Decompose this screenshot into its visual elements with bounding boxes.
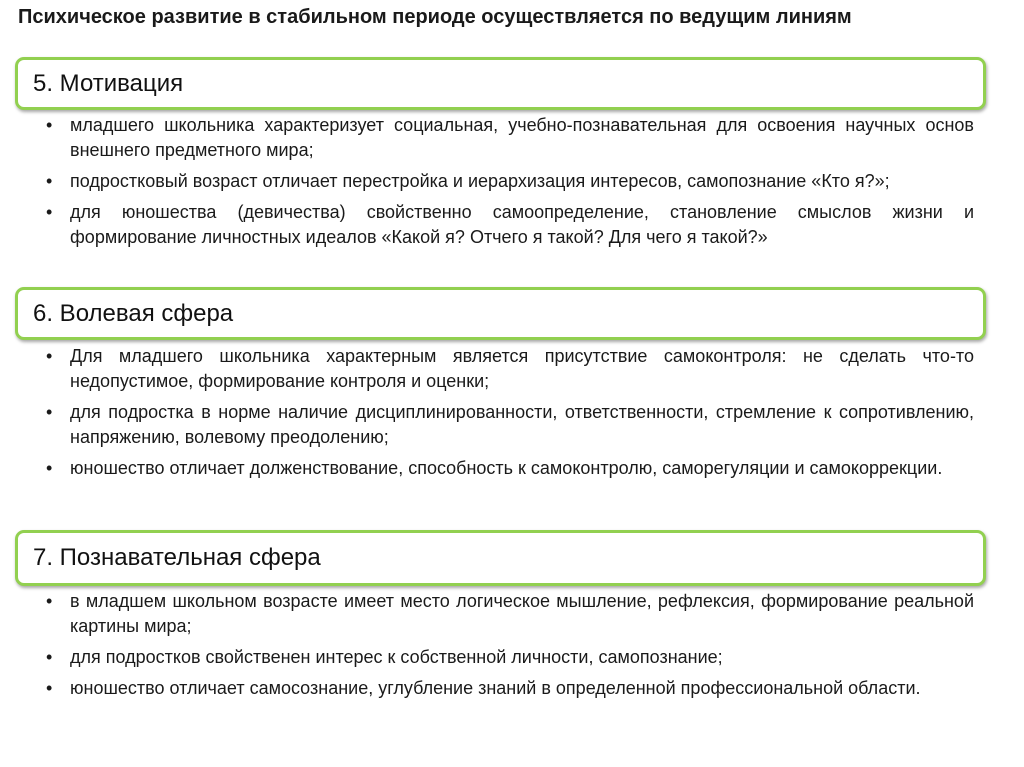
list-item: • подростковый возраст отличает перестройка и иерархизация интересов, самопознание «Кто я?»; bbox=[46, 169, 974, 194]
cognitive-list bbox=[46, 589, 974, 707]
bullet-icon: • bbox=[46, 115, 53, 135]
bullet-icon: • bbox=[46, 591, 53, 611]
section-header-volitional bbox=[15, 287, 986, 340]
page-title: Психическое развитие в стабильном периоде осуществляется по ведущим линиям bbox=[18, 6, 852, 28]
section-heading: 7. Познавательная сфера bbox=[33, 544, 321, 571]
bullet-icon: • bbox=[46, 402, 53, 422]
bullet-icon: • bbox=[46, 171, 53, 191]
list-item: • для подростков свойственен интерес к собственной личности, самопознание; bbox=[46, 645, 974, 670]
bullet-icon: • bbox=[46, 458, 53, 478]
bullet-icon: • bbox=[46, 202, 53, 222]
volitional-list bbox=[46, 344, 974, 487]
list-item: • в младшем школьном возрасте имеет место логическое мышление, рефлексия, формирование реальной картины мира; bbox=[46, 591, 974, 636]
section-header-cognitive bbox=[15, 530, 986, 586]
section-header-motivation bbox=[15, 57, 986, 110]
section-heading: 6. Волевая сфера bbox=[33, 299, 234, 327]
motivation-list bbox=[46, 113, 974, 256]
section-heading: 5. Мотивация bbox=[33, 69, 184, 97]
list-item: • Для младшего школьника характерным является присутствие самоконтроля: не сделать что-то недопустимое, формирование контроля и оценки; bbox=[46, 346, 974, 391]
bullet-icon: • bbox=[46, 346, 53, 366]
bullet-icon: • bbox=[46, 647, 53, 667]
list-item: • для юношества (девичества) свойственно самоопределение, становление смыслов жизни и формирование личностных идеалов «Какой я? Отчего я такой? Для чего я такой?» bbox=[46, 202, 974, 247]
list-item: • для подростка в норме наличие дисциплинированности, ответственности, стремление к сопротивлению, напряжению, волевому преодолению; bbox=[46, 402, 974, 447]
list-item: • юношество отличает самосознание, углубление знаний в определенной профессиональной области. bbox=[46, 676, 974, 701]
list-item: • юношество отличает долженствование, способность к самоконтролю, саморегуляции и самокоррекции. bbox=[46, 456, 974, 481]
bullet-icon: • bbox=[46, 678, 53, 698]
list-item: • младшего школьника характеризует социальная, учебно-познавательная для освоения научных основ внешнего предметного мира; bbox=[46, 115, 974, 160]
